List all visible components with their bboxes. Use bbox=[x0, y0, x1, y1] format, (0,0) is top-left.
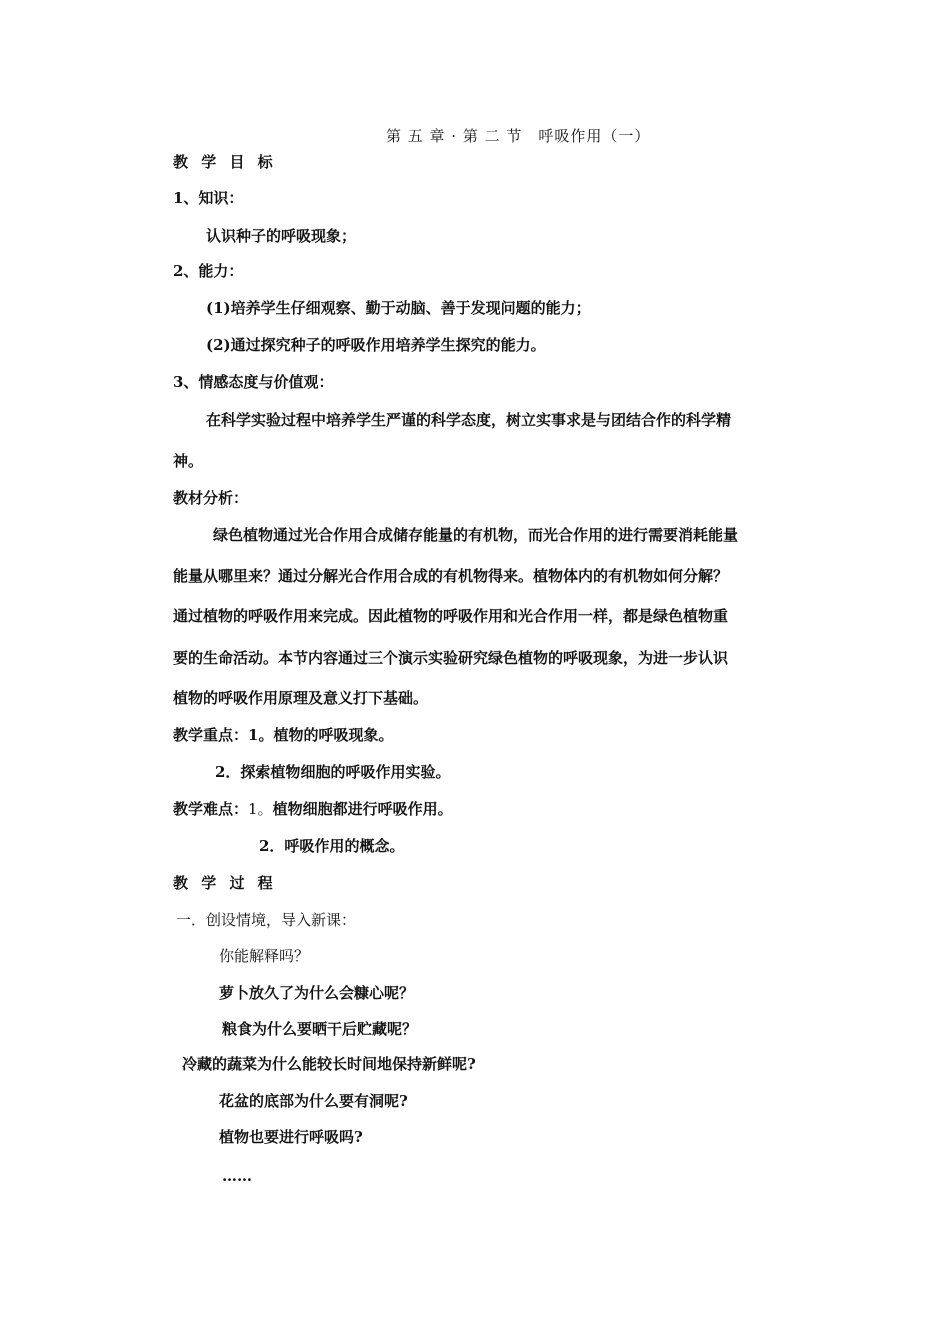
process-question-2: 粮食为什么要晒干后贮藏呢？ bbox=[222, 1020, 418, 1038]
document-title: 第 五 章 · 第 二 节 呼吸作用（一） bbox=[386, 127, 651, 145]
ability-item-2: (2)通过探究种子的呼吸作用培养学生探究的能力。 bbox=[206, 336, 546, 354]
process-question-3: 冷藏的蔬菜为什么能较长时间地保持新鲜呢? bbox=[182, 1055, 476, 1073]
process-heading: 教 学 过 程 bbox=[173, 874, 277, 892]
attitude-line-1: 在科学实验过程中培养学生严谨的科学态度，树立实事求是与团结合作的科学精 bbox=[206, 411, 732, 429]
analysis-line-4: 要的生命活动。本节内容通过三个演示实验研究绿色植物的呼吸现象，为进一步认识 bbox=[173, 649, 729, 667]
key-points-line-1: 教学重点：1。植物的呼吸现象。 bbox=[173, 726, 394, 744]
ability-item-1: (1)培养学生仔细观察、勤于动脑、善于发现问题的能力； bbox=[206, 299, 591, 317]
process-question-5: 植物也要进行呼吸吗? bbox=[219, 1128, 363, 1146]
key-points-line-2: 2．探索植物细胞的呼吸作用实验。 bbox=[215, 763, 451, 781]
difficulties-line-2: 2．呼吸作用的概念。 bbox=[259, 837, 405, 855]
difficulties-label: 教学难点： bbox=[173, 800, 249, 818]
objectives-heading: 教 学 目 标 bbox=[173, 153, 277, 171]
knowledge-item: 认识种子的呼吸现象； bbox=[206, 227, 357, 245]
attitude-line-2: 神。 bbox=[173, 452, 204, 470]
difficulties-text: 植物细胞都进行呼吸作用。 bbox=[272, 800, 453, 818]
difficulties-line-1 bbox=[173, 798, 453, 820]
analysis-line-2: 能量从哪里来？通过分解光合作用合成的有机物得来。植物体内的有机物如何分解？ bbox=[173, 567, 729, 585]
analysis-line-3: 通过植物的呼吸作用来完成。因此植物的呼吸作用和光合作用一样，都是绿色植物重 bbox=[173, 607, 729, 625]
analysis-line-1: 绿色植物通过光合作用合成储存能量的有机物，而光合作用的进行需要消耗能量 bbox=[213, 526, 739, 544]
process-question-1: 萝卜放久了为什么会糠心呢？ bbox=[219, 984, 415, 1002]
knowledge-label: 1、知识： bbox=[173, 189, 244, 207]
difficulties-number: 1。 bbox=[248, 800, 273, 818]
analysis-line-5: 植物的呼吸作用原理及意义打下基础。 bbox=[173, 689, 429, 707]
analysis-label: 教材分析： bbox=[173, 489, 249, 507]
ability-label: 2、能力： bbox=[173, 262, 244, 280]
process-ellipsis: …… bbox=[222, 1167, 252, 1185]
attitude-label: 3、情感态度与价值观： bbox=[173, 373, 334, 391]
process-question-0: 你能解释吗？ bbox=[219, 947, 310, 965]
process-step-1: 一．创设情境，导入新课： bbox=[176, 911, 357, 929]
process-question-4: 花盆的底部为什么要有洞呢? bbox=[219, 1092, 408, 1110]
